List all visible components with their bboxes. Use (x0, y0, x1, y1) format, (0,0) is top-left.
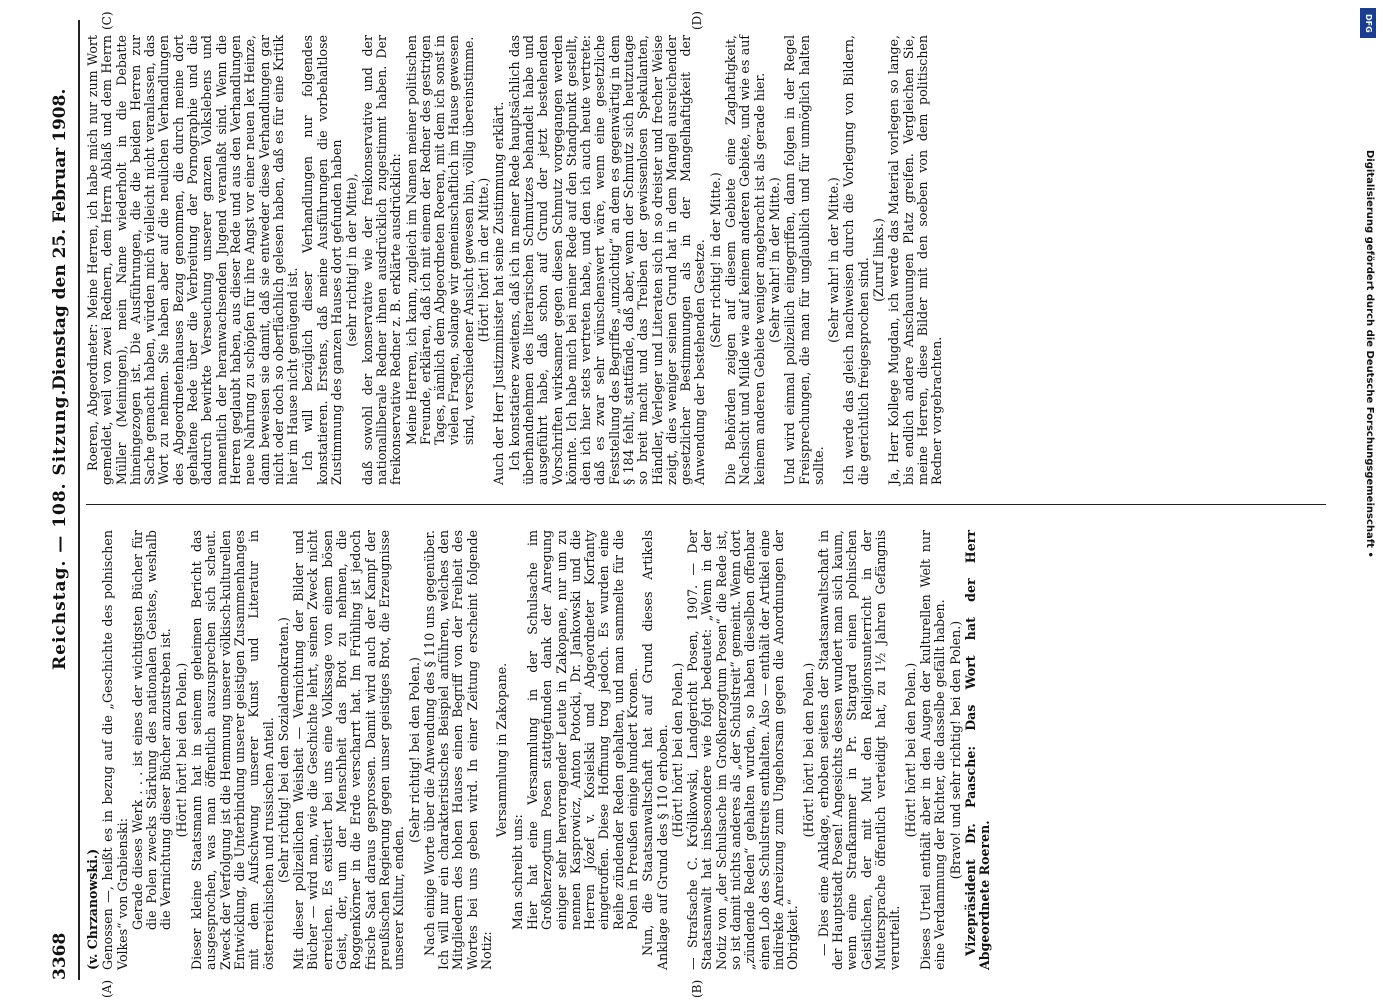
quote: Hier hat eine Versammlung in der Schulsache im Großherzogtum Posen stattgefunden dank der Anregung einiger sehr hervorragender Leute in Zakopane, nur um zu nennen Kasprowicz, Anton Potocki, Dr. Jankowski und die Herren Józef v. Kosielski und Abgeordneter Korfanty eingetroffen. Diese Hoffnung trog jedoch. Es wurden eine Reihe zündender Reden gehalten, und man sammelte für die Polen in Preußen einige hundert Kronen. (524, 530, 640, 930)
running-title: Reichstag. — 108. Sitzung. (50, 388, 70, 670)
interjection: (Hört! hört! bei den Polen.) (669, 662, 685, 838)
digitization-sidebar (1356, 0, 1383, 1000)
margin-marker-d: (D) (690, 11, 704, 30)
paragraph: Nun, die Staatsanwaltschaft hat auf Grund dieses Artikels Anklage auf Grund des § 110 erhoben. (640, 530, 670, 970)
interjection: (Hört! hört! bei den Polen.) (173, 662, 189, 838)
interjection: (Sehr richtig! bei den Polen.) (406, 657, 422, 843)
margin-marker-b: (B) (690, 979, 704, 998)
interjection: (Sehr richtig! bei den Sozialdemokraten.) (275, 617, 291, 883)
paragraph: Genossen —, heißt es in bezug auf die „Geschichte des polnischen Volkes“ von Grabienski: (100, 530, 130, 970)
interjection: (Sehr wahr! in der Mitte.) (826, 177, 842, 343)
speaker-paragraph: Roeren, Abgeordneter: Meine Herren, ich habe mich nur zum Wort gemeldet, weil von zwei Rednern, dem Herrn Ablaß und dem Herrn Müller (Meiningen), mein Name wiederholt in die Debatte hineingezogen ist. Die Ausführungen, die die beiden Herren zur Sache gemacht haben, würden mich vielleicht nicht veranlassen, das Wort zu nehmen. Sie haben aber auf die neulichen Verhandlungen des Abgeordnetenhauses Bezug genommen, die durch meine dort gehaltene Rede über die Verbreitung der Pornographie und die dadurch bewirkte Verseuchung unserer ganzen Volkslebens und namentlich der heranwachsenden Jugend veranlaßt sind. Wenn die Herren geglaubt haben, aus dieser Rede und aus den Verhandlungen neue Nahrung zu schöpfen für ihre Angst vor einer neuen lex Heinze, dann beweisen sie damit, daß sie entweder diese Verhandlungen gar nicht oder doch so oberflächlich gelesen haben, daß es für eine Kritik hier im Hause nicht genügend ist. (85, 35, 301, 485)
quote: Meine Herren, ich kann, zugleich im Namen meiner politischen Freunde, erklären, daß ich mit einem der Redner des gestrigen Tages, nämlich dem Abgeordneten Roeren, mit dem ich sonst in vielen Fragen, solange wir gemeinschaftlich im Hause gewesen sind, verschiedener Ansicht gewesen bin, völlig übereinstimme. (403, 35, 476, 445)
speaker-tag: (v. Chrzanowski.) (85, 848, 100, 970)
paragraph: Ja, Herr Kollege Mugdan, ich werde das Material vorlegen so lange, bis endlich andere Anschauungen Platz greifen. Vergleichen Sie, meine Herren, diese Bilder mit den soeben von dem politischen Redner vorgebrachten. (886, 35, 945, 485)
page-header (50, 0, 80, 1000)
dfg-logo: DFG (1360, 8, 1376, 38)
interjection: (sehr richtig! in der Mitte), (344, 173, 360, 347)
session-date: Dienstag den 25. Februar 1908. (50, 88, 70, 390)
quote: Man schreibt uns: (509, 814, 525, 930)
margin-marker-a: (A) (100, 979, 114, 998)
interjection: (Zuruf links.) (871, 218, 887, 302)
paragraph: Ich konstatiere zweitens, daß ich in meiner Rede hauptsächlich das überhandnehmen des literarischen Schmutzes behandelt habe und ausgeführt habe, daß schon auf Grund der jetzt bestehenden Vorschriften wirksamer gegen diesen Schmutz vorgegangen werden könnte. Ich habe mich bei meiner Rede auf den Standpunkt gestellt, den ich hier stets vertreten habe, und den ich auch heute vertrete: daß es zwar sehr wünschenswert wäre, wenn eine gesetzliche Feststellung des Begriffes „unzüchtig“ an dem es gegenwärtig in dem § 184 fehlt, stattfände, daß aber, wenn der Schmutz sich heutzutage so breit macht und das Treiben der gewissenlosen Spekulanten, Händler, Verleger und Literaten sich in so dreister und frecher Weise zeigt, dies weniger seinen Grund hat in dem Mangel ausreichender gesetzlicher Bestimmungen als in der Mangelhaftigkeit der Anwendung der bestehenden Gesetze. (506, 35, 708, 485)
interjection: (Bravo! und sehr richtig! bei den Polen.) (947, 620, 963, 880)
header-rule (78, 20, 80, 980)
column-divider (86, 504, 1326, 505)
speaker-line: Vizepräsident Dr. Paasche: Das Wort hat der Herr Abgeordnete Roeren. (962, 530, 993, 970)
paragraph: Mit dieser polizeilichen Weisheit — Vernichtung der Bilder und Bücher — wird man, wie die Geschichte lehrt, seinen Zweck nicht erreichen. Es existiert bei uns eine Volkssage von einem bösen Geist, der, um der Menschheit das Brot zu nehmen, die Roggenkörner in die Erde verscharrt hat. Im Frühling ist jedoch frische Saat daraus gesprossen. Damit wird auch der Kampf der preußischen Regierung gegen unser geistiges Brot, die Erzeugnisse unserer Kultur, enden. (291, 530, 407, 970)
interjection: (Hört! hört! in der Mitte.) (476, 177, 492, 343)
paragraph: — Dies eine Anklage, erhoben seitens der Staatsanwaltschaft in der Hauptstadt Posen! Angesichts dessen wundert man sich kaum, wenn eine Strafkammer in Pr. Stargard einen polnischen Geistlichen, der mit Mut den Religionsunterricht in der Muttersprache öffentlich verteidigt hat, zu 1½ Jahren Gefängnis verurteilt. (815, 530, 903, 970)
column-left (86, 530, 993, 970)
paragraph: Nach einige Worte über die Anwendung des § 110 uns gegenüber. Ich will nur ein charakteristisches Beispiel anführen, welches den Mitgliedern des hohen Hauses einen Begriff von der Freiheit des Wortes bei uns geben wird. In einer Zeitung erscheint folgende Notiz: (421, 530, 495, 970)
interjection: (Sehr richtig! in der Mitte.) (707, 172, 723, 348)
paragraph: Dieser kleine Staatsmann hat in seinem geheimen Bericht das ausgesprochen, was man öffentlich auszusprechen sich scheut. Zweck der Verfolgung ist die Hemmung unserer völkisch-kulturellen Entwicklung, die Unterbindung unserer geistigen Zusammenhanges mit dem Aufschwung unserer Kunst und Literatur in österreichischen und russischen Anteil. (189, 530, 276, 970)
page-number: 3368 (50, 932, 70, 980)
column-right (86, 35, 946, 485)
paragraph: Dieses Urteil enthält aber in den Augen der kulturellen Welt nur eine Verdammung der Richter, die dasselbe gefällt haben. (917, 530, 948, 970)
paragraph: Auch der Herr Justizminister hat seine Zustimmung erklärt. (491, 101, 507, 485)
interjection: (Hört! hört! bei den Polen.) (902, 662, 918, 838)
interjection: (Sehr wahr! in der Mitte.) (766, 177, 782, 343)
interjection: (Hört! hört! bei den Polen.) (800, 662, 816, 838)
paragraph: Ich will bezüglich dieser Verhandlungen nur folgendes konstatieren. Erstens, daß meine Ausführungen die vorbehaltlose Zustimmung des ganzen Hauses dort gefunden haben (300, 35, 345, 485)
paragraph: daß sowohl der konservative wie der freikonservative und der nationalliberale Redner ihnen ausdrücklich zugestimmt haben. Der freikonservative Redner z. B. erklärte ausdrücklich: (359, 35, 404, 485)
paragraph: — Strafsache C. Królikowski, Landgericht Posen, 1907. — Der Staatsanwalt hat insbesondere wie folgt bedeutet: „Wenn in der Notiz von „der Schulsache im Großherzogtum Posen“ die Rede ist, so ist damit nichts anderes als „der Schulstreit“ gemeint. Wenn dort „zündende Reden“ gehalten wurden, so haben dieselben offenbar einen Lob des Schulstreits enthalten. Also — enthält der Artikel eine indirekte Anreizung zum Ungehorsam gegen die Anordnungen der Obrigkeit.“ (685, 530, 801, 970)
margin-marker-c: (C) (100, 11, 114, 30)
paragraph: Ich werde das gleich nachweisen durch die Vorlegung von Bildern, die gerichtlich freigesprochen sind. (841, 35, 871, 485)
paragraph: Die Behörden zeigen auf diesem Gebiete eine Zaghaftigkeit, Nachsicht und Milde wie auf keinem anderen Gebiete, und wie es auf keinem anderen Gebiete weniger angebracht ist als gerade hier. (723, 35, 767, 485)
quote-heading: Versammlung in Zakopane. (494, 662, 510, 838)
digitization-credit: Digitalisierung gefördert durch die Deutsche Forschungsgemeinschaft • (1364, 150, 1375, 558)
paragraph: Und wird einmal polizeilich eingegriffen, dann folgen in der Regel Freisprechungen, die man für unglaublich und für unmöglich halten sollte. (782, 35, 826, 485)
quote: Gerade dieses Werk . . . ist eines der wichtigsten Bücher für die Polen zwecks Stärkung des nationalen Geistes, weshalb die Vernichtung dieser Bücher anzustreben ist. (129, 530, 174, 930)
